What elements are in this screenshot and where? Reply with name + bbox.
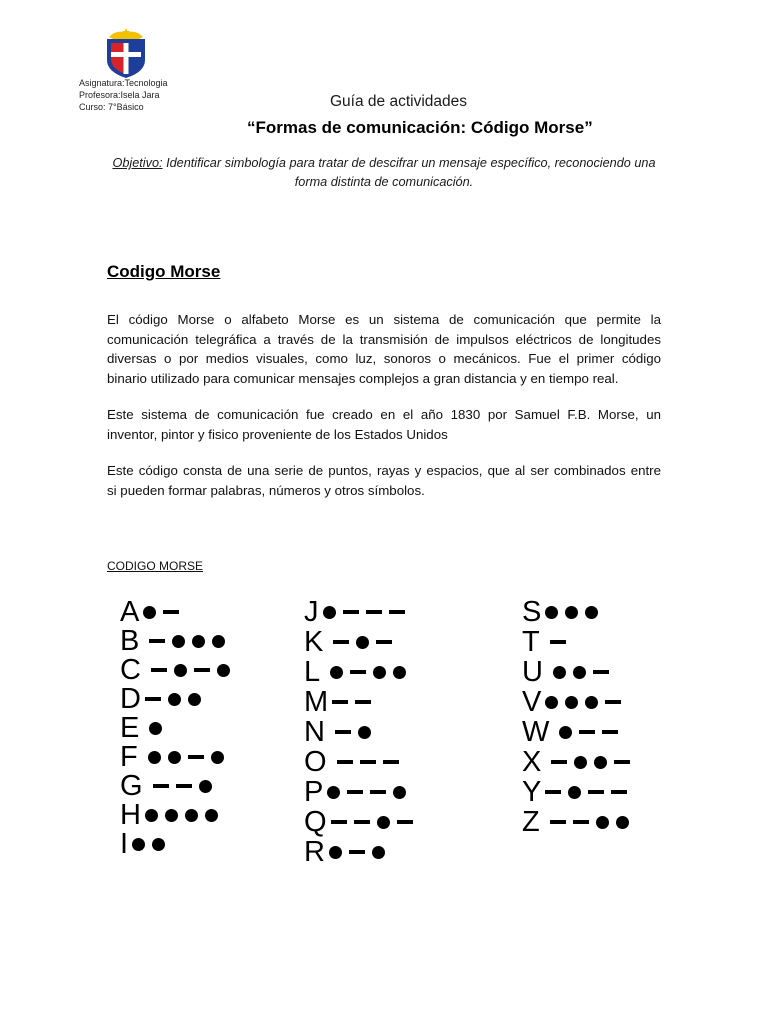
objective-line-2: forma distinta de comunicación.: [294, 175, 474, 189]
morse-dot-icon: [373, 666, 386, 679]
paragraph-intro: [107, 310, 661, 388]
morse-letter: Y: [522, 775, 542, 808]
crest-cross-horizontal: [111, 52, 141, 57]
paragraph-line: binario utilizado para comunicar mensajes complejos a gran distancia y en tiempo real.: [107, 370, 619, 386]
morse-code: [151, 664, 230, 677]
morse-dot-icon: [168, 693, 181, 706]
morse-letter: W: [522, 715, 550, 748]
morse-letter: J: [304, 595, 319, 628]
morse-dash-icon: [389, 610, 405, 614]
morse-letter: D: [120, 682, 141, 715]
morse-row: [120, 827, 230, 860]
morse-dash-icon: [350, 670, 366, 674]
paragraph-line: diversas o por medios visuales, como luz, sonoros o mecánicos. Fue el primer código: [107, 351, 661, 366]
morse-code: [550, 816, 629, 829]
morse-dash-icon: [153, 784, 169, 788]
morse-letter: I: [120, 827, 129, 860]
morse-dash-icon: [573, 820, 589, 824]
morse-dot-icon: [559, 726, 572, 739]
morse-letter: S: [522, 595, 542, 628]
morse-row: [522, 597, 630, 627]
morse-dot-icon: [152, 838, 165, 851]
morse-letter: F: [120, 740, 138, 773]
morse-column: [120, 595, 230, 860]
morse-letter: P: [304, 775, 324, 808]
morse-code: [149, 635, 225, 648]
morse-dash-icon: [151, 668, 167, 672]
morse-letter: B: [120, 624, 140, 657]
morse-dash-icon: [588, 790, 604, 794]
morse-dash-icon: [337, 760, 353, 764]
morse-dash-icon: [579, 730, 595, 734]
subject-line: Asignatura:Tecnologia: [79, 78, 168, 88]
morse-row: [120, 682, 230, 715]
morse-dot-icon: [616, 816, 629, 829]
morse-code: [331, 816, 413, 829]
page-title: “Formas de comunicación: Código Morse”: [247, 118, 593, 137]
morse-dash-icon: [354, 820, 370, 824]
morse-code: [545, 606, 598, 619]
morse-code: [149, 722, 162, 735]
paragraph-line: inventor, pintor y fisico proveniente de los Estados Unidos: [107, 426, 448, 442]
morse-letter: T: [522, 625, 540, 658]
morse-dot-icon: [568, 786, 581, 799]
morse-dash-icon: [611, 790, 627, 794]
morse-dot-icon: [596, 816, 609, 829]
morse-code: [148, 751, 224, 764]
morse-row: [522, 807, 630, 837]
morse-dash-icon: [145, 697, 161, 701]
morse-dash-icon: [370, 790, 386, 794]
morse-dot-icon: [148, 751, 161, 764]
morse-dot-icon: [185, 809, 198, 822]
morse-dot-icon: [372, 846, 385, 859]
morse-dash-icon: [360, 760, 376, 764]
morse-letter: Q: [304, 805, 327, 838]
morse-letter: O: [304, 745, 327, 778]
morse-code: [332, 700, 371, 704]
morse-row: [522, 627, 630, 657]
morse-dot-icon: [573, 666, 586, 679]
morse-code: [329, 846, 385, 859]
morse-dot-icon: [217, 664, 230, 677]
morse-code: [551, 756, 630, 769]
paragraph-line: si pueden formar palabras, números y otros símbolos.: [107, 482, 425, 498]
morse-column: [304, 597, 413, 867]
morse-code: [337, 760, 399, 764]
morse-code: [323, 606, 405, 619]
morse-row: [304, 687, 413, 717]
morse-code: [143, 606, 179, 619]
morse-dash-icon: [550, 640, 566, 644]
objective-line-1: [0, 155, 768, 171]
morse-code: [333, 636, 392, 649]
crest-cross-vertical: [124, 43, 129, 74]
morse-dot-icon: [168, 751, 181, 764]
morse-dot-icon: [553, 666, 566, 679]
morse-dash-icon: [194, 668, 210, 672]
morse-dash-icon: [605, 700, 621, 704]
morse-letter: K: [304, 625, 324, 658]
morse-dash-icon: [335, 730, 351, 734]
morse-letter: A: [120, 595, 140, 628]
morse-row: [522, 657, 630, 687]
paragraph-line: El código Morse o alfabeto Morse es un sistema de comunicación que permite la: [107, 312, 661, 327]
objective-label: Objetivo:: [112, 156, 163, 170]
morse-dash-icon: [602, 730, 618, 734]
morse-dot-icon: [199, 780, 212, 793]
morse-dash-icon: [188, 755, 204, 759]
morse-dot-icon: [594, 756, 607, 769]
morse-letter: R: [304, 835, 325, 868]
morse-dot-icon: [585, 606, 598, 619]
morse-code: [335, 726, 371, 739]
morse-dot-icon: [327, 786, 340, 799]
morse-dot-icon: [358, 726, 371, 739]
morse-dash-icon: [355, 700, 371, 704]
morse-column: [522, 597, 630, 837]
teacher-line: Profesora:Isela Jara: [79, 90, 160, 100]
morse-row: [304, 657, 413, 687]
morse-letter: L: [304, 655, 321, 688]
morse-code: [559, 726, 618, 739]
morse-dot-icon: [565, 696, 578, 709]
morse-code: [153, 780, 212, 793]
morse-dot-icon: [574, 756, 587, 769]
morse-dash-icon: [397, 820, 413, 824]
morse-dash-icon: [349, 850, 365, 854]
morse-code: [550, 640, 566, 644]
paragraph-history: [107, 405, 661, 444]
morse-dash-icon: [550, 820, 566, 824]
morse-row: [120, 740, 230, 773]
morse-dot-icon: [329, 846, 342, 859]
morse-row: [522, 717, 630, 747]
morse-dash-icon: [593, 670, 609, 674]
morse-dot-icon: [545, 696, 558, 709]
school-crest-logo: [103, 28, 149, 78]
morse-row: [120, 595, 230, 628]
morse-row: [304, 597, 413, 627]
morse-dot-icon: [149, 722, 162, 735]
morse-dot-icon: [323, 606, 336, 619]
morse-letter: M: [304, 685, 329, 718]
morse-row: [304, 837, 413, 867]
morse-chart-heading: CODIGO MORSE: [107, 559, 204, 573]
morse-dot-icon: [174, 664, 187, 677]
morse-dot-icon: [393, 786, 406, 799]
morse-code: [330, 666, 406, 679]
morse-dot-icon: [545, 606, 558, 619]
morse-dot-icon: [188, 693, 201, 706]
section-heading: Codigo Morse: [107, 262, 221, 281]
morse-dot-icon: [192, 635, 205, 648]
morse-letter: Z: [522, 805, 540, 838]
morse-row: [304, 747, 413, 777]
morse-dot-icon: [212, 635, 225, 648]
morse-row: [120, 798, 230, 831]
morse-letter: V: [522, 685, 542, 718]
morse-dot-icon: [377, 816, 390, 829]
morse-row: [522, 747, 630, 777]
morse-dot-icon: [565, 606, 578, 619]
paragraph-line: Este código consta de una serie de puntos, rayas y espacios, que al ser combinados entre: [107, 463, 661, 478]
morse-dash-icon: [333, 640, 349, 644]
morse-code: [545, 696, 621, 709]
morse-dot-icon: [585, 696, 598, 709]
morse-code: [145, 809, 218, 822]
morse-dash-icon: [176, 784, 192, 788]
morse-dash-icon: [383, 760, 399, 764]
morse-row: [120, 769, 230, 802]
morse-row: [304, 717, 413, 747]
morse-letter: N: [304, 715, 325, 748]
morse-letter: U: [522, 655, 543, 688]
course-line: Curso: 7°Básico: [79, 102, 144, 112]
morse-dash-icon: [347, 790, 363, 794]
morse-dot-icon: [205, 809, 218, 822]
morse-dot-icon: [132, 838, 145, 851]
morse-dot-icon: [356, 636, 369, 649]
morse-letter: C: [120, 653, 141, 686]
morse-dot-icon: [211, 751, 224, 764]
morse-code: [132, 838, 165, 851]
paragraph-line: comunicación telegráfica a través de la transmisión de impulsos eléctricos de longitudes: [107, 331, 661, 347]
morse-dash-icon: [376, 640, 392, 644]
morse-code: [327, 786, 406, 799]
morse-dash-icon: [614, 760, 630, 764]
paragraph-line: Este sistema de comunicación fue creado en el año 1830 por Samuel F.B. Morse, un: [107, 407, 661, 422]
morse-row: [120, 624, 230, 657]
morse-row: [522, 777, 630, 807]
morse-dash-icon: [332, 700, 348, 704]
morse-dash-icon: [149, 639, 165, 643]
morse-dash-icon: [551, 760, 567, 764]
morse-row: [304, 777, 413, 807]
morse-code: [553, 666, 609, 679]
morse-dash-icon: [331, 820, 347, 824]
objective-text: Identificar simbología para tratar de descifrar un mensaje específico, reconociendo una: [166, 156, 656, 170]
morse-dash-icon: [343, 610, 359, 614]
morse-dot-icon: [393, 666, 406, 679]
morse-dot-icon: [165, 809, 178, 822]
morse-dot-icon: [172, 635, 185, 648]
morse-code: [545, 786, 627, 799]
paragraph-composition: [107, 461, 661, 500]
morse-dot-icon: [330, 666, 343, 679]
morse-code: [145, 693, 201, 706]
morse-letter: E: [120, 711, 140, 744]
morse-dash-icon: [163, 610, 179, 614]
morse-letter: X: [522, 745, 542, 778]
morse-row: [304, 807, 413, 837]
course-info: [79, 77, 168, 113]
morse-dash-icon: [366, 610, 382, 614]
morse-row: [304, 627, 413, 657]
morse-letter: H: [120, 798, 141, 831]
morse-letter: G: [120, 769, 143, 802]
morse-row: [120, 711, 230, 744]
morse-row: [522, 687, 630, 717]
morse-dot-icon: [145, 809, 158, 822]
morse-row: [120, 653, 230, 686]
morse-dot-icon: [143, 606, 156, 619]
guide-label: Guía de actividades: [330, 93, 468, 110]
morse-dash-icon: [545, 790, 561, 794]
